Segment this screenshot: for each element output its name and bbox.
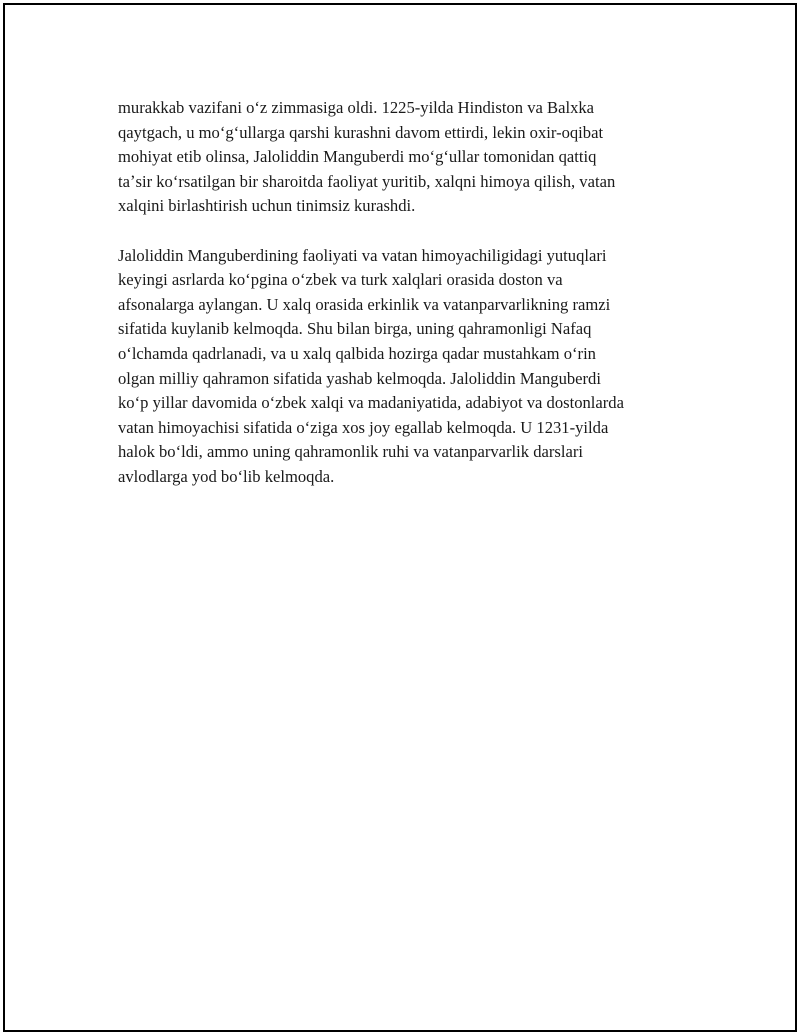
text-line: avlodlarga yod boʻlib kelmoqda. [118, 466, 335, 486]
text-line: olgan milliy qahramon sifatida yashab kelmoqda. Jaloliddin Manguberdi [118, 368, 601, 388]
text-line: vatan himoyachisi sifatida oʻziga xos joy egallab kelmoqda. U 1231-yilda [118, 417, 609, 437]
text-line: koʻp yillar davomida oʻzbek xalqi va madaniyatida, adabiyot va dostonlarda [118, 393, 624, 413]
text-line: qaytgach, u moʻgʻullarga qarshi kurashni davom ettirdi, lekin oxir-oqibat [118, 122, 604, 142]
text-line: Jaloliddin Manguberdining faoliyati va vatan himoyachiligidagi yutuqlari [118, 245, 607, 265]
text-line: mohiyat etib olinsa, Jaloliddin Manguberdi moʻgʻullar tomonidan qattiq [118, 147, 597, 167]
document-page [3, 3, 797, 1032]
paragraph-1 [118, 96, 698, 219]
paragraph-2 [118, 244, 698, 490]
text-line: afsonalarga aylangan. U xalq orasida erkinlik va vatanparvarlikning ramzi [118, 294, 611, 314]
text-line: xalqini birlashtirish uchun tinimsiz kurashdi. [118, 196, 416, 216]
text-line: halok boʻldi, ammo uning qahramonlik ruhi va vatanparvarlik darslari [118, 442, 583, 462]
text-line: murakkab vazifani oʻz zimmasiga oldi. 1225-yilda Hindiston va Balxka [118, 98, 595, 117]
text-line: sifatida kuylanib kelmoqda. Shu bilan birga, uning qahramonligi Nafaq [118, 319, 592, 339]
text-line: oʻlchamda qadrlanadi, va u xalq qalbida hozirga qadar mustahkam oʻrin [118, 343, 596, 363]
document-body [118, 96, 698, 514]
text-line: taʼsir koʻrsatilgan bir sharoitda faoliyat yuritib, xalqni himoya qilish, vatan [118, 171, 616, 191]
text-line: keyingi asrlarda koʻpgina oʻzbek va turk xalqlari orasida doston va [118, 270, 563, 290]
